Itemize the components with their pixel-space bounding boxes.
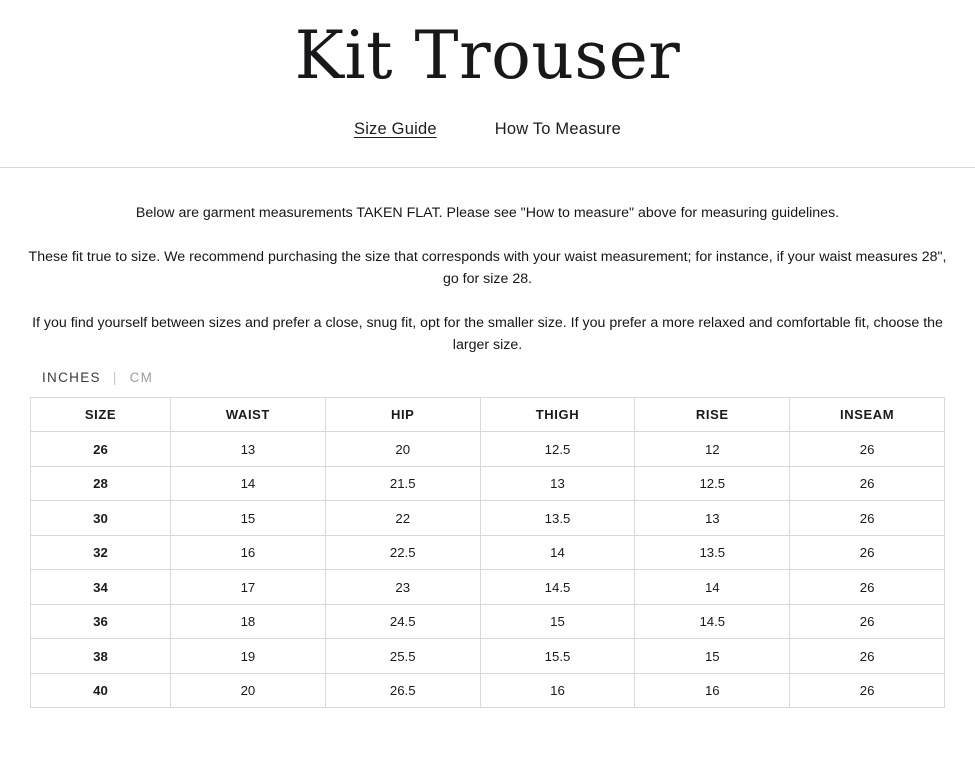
- cell-hip: 23: [325, 570, 480, 605]
- cell-thigh: 13.5: [480, 501, 635, 536]
- column-header-hip: HIP: [325, 397, 480, 432]
- unit-separator: |: [112, 369, 118, 385]
- cell-rise: 13: [635, 501, 790, 536]
- cell-size: 32: [31, 535, 171, 570]
- cell-thigh: 14.5: [480, 570, 635, 605]
- cell-waist: 13: [171, 432, 326, 467]
- cell-hip: 20: [325, 432, 480, 467]
- table-row: [31, 639, 945, 674]
- cell-hip: 21.5: [325, 466, 480, 501]
- table-row: [31, 501, 945, 536]
- size-guide-page: [0, 18, 975, 778]
- unit-toggle: [0, 370, 975, 385]
- cell-inseam: 26: [790, 466, 945, 501]
- intro-text: [23, 168, 953, 356]
- cell-rise: 14.5: [635, 604, 790, 639]
- cell-hip: 25.5: [325, 639, 480, 674]
- cell-thigh: 13: [480, 466, 635, 501]
- cell-rise: 12: [635, 432, 790, 467]
- tab-bar: [0, 120, 975, 141]
- cell-waist: 19: [171, 639, 326, 674]
- cell-hip: 22: [325, 501, 480, 536]
- table-row: [31, 673, 945, 708]
- intro-paragraph-3: If you find yourself between sizes and prefer a close, snug fit, opt for the smaller size. If you prefer a more relaxed and comfortable fit, choose the larger size.: [32, 314, 943, 353]
- cell-hip: 26.5: [325, 673, 480, 708]
- unit-inches[interactable]: INCHES: [42, 369, 101, 385]
- cell-inseam: 26: [790, 604, 945, 639]
- column-header-thigh: THIGH: [480, 397, 635, 432]
- tab-how-to-measure[interactable]: How To Measure: [494, 119, 622, 138]
- cell-size: 38: [31, 639, 171, 674]
- cell-inseam: 26: [790, 639, 945, 674]
- table-header-row: [31, 397, 945, 432]
- cell-size: 30: [31, 501, 171, 536]
- cell-waist: 16: [171, 535, 326, 570]
- cell-rise: 13.5: [635, 535, 790, 570]
- cell-thigh: 12.5: [480, 432, 635, 467]
- cell-size: 34: [31, 570, 171, 605]
- cell-rise: 15: [635, 639, 790, 674]
- column-header-rise: RISE: [635, 397, 790, 432]
- cell-thigh: 15: [480, 604, 635, 639]
- cell-hip: 24.5: [325, 604, 480, 639]
- cell-size: 36: [31, 604, 171, 639]
- cell-waist: 15: [171, 501, 326, 536]
- column-header-size: SIZE: [31, 397, 171, 432]
- table-row: [31, 466, 945, 501]
- cell-size: 40: [31, 673, 171, 708]
- column-header-waist: WAIST: [171, 397, 326, 432]
- cell-rise: 16: [635, 673, 790, 708]
- table-row: [31, 432, 945, 467]
- cell-thigh: 14: [480, 535, 635, 570]
- unit-cm[interactable]: CM: [129, 369, 154, 385]
- cell-rise: 14: [635, 570, 790, 605]
- table-row: [31, 570, 945, 605]
- page-title: Kit Trouser: [294, 17, 681, 94]
- cell-inseam: 26: [790, 673, 945, 708]
- table-row: [31, 604, 945, 639]
- cell-inseam: 26: [790, 535, 945, 570]
- table-row: [31, 535, 945, 570]
- cell-waist: 20: [171, 673, 326, 708]
- intro-paragraph-1: Below are garment measurements TAKEN FLAT. Please see "How to measure" above for measuring guidelines.: [135, 204, 840, 221]
- cell-waist: 18: [171, 604, 326, 639]
- cell-thigh: 16: [480, 673, 635, 708]
- cell-rise: 12.5: [635, 466, 790, 501]
- cell-inseam: 26: [790, 501, 945, 536]
- tab-size-guide[interactable]: Size Guide: [353, 119, 437, 138]
- cell-size: 28: [31, 466, 171, 501]
- cell-thigh: 15.5: [480, 639, 635, 674]
- cell-inseam: 26: [790, 432, 945, 467]
- size-chart-table: [30, 397, 945, 709]
- cell-hip: 22.5: [325, 535, 480, 570]
- cell-inseam: 26: [790, 570, 945, 605]
- cell-waist: 14: [171, 466, 326, 501]
- intro-paragraph-2: These fit true to size. We recommend purchasing the size that corresponds with your waist measurement; for instance, if your waist measures 28", go for size 28.: [28, 248, 947, 287]
- cell-waist: 17: [171, 570, 326, 605]
- cell-size: 26: [31, 432, 171, 467]
- column-header-inseam: INSEAM: [790, 397, 945, 432]
